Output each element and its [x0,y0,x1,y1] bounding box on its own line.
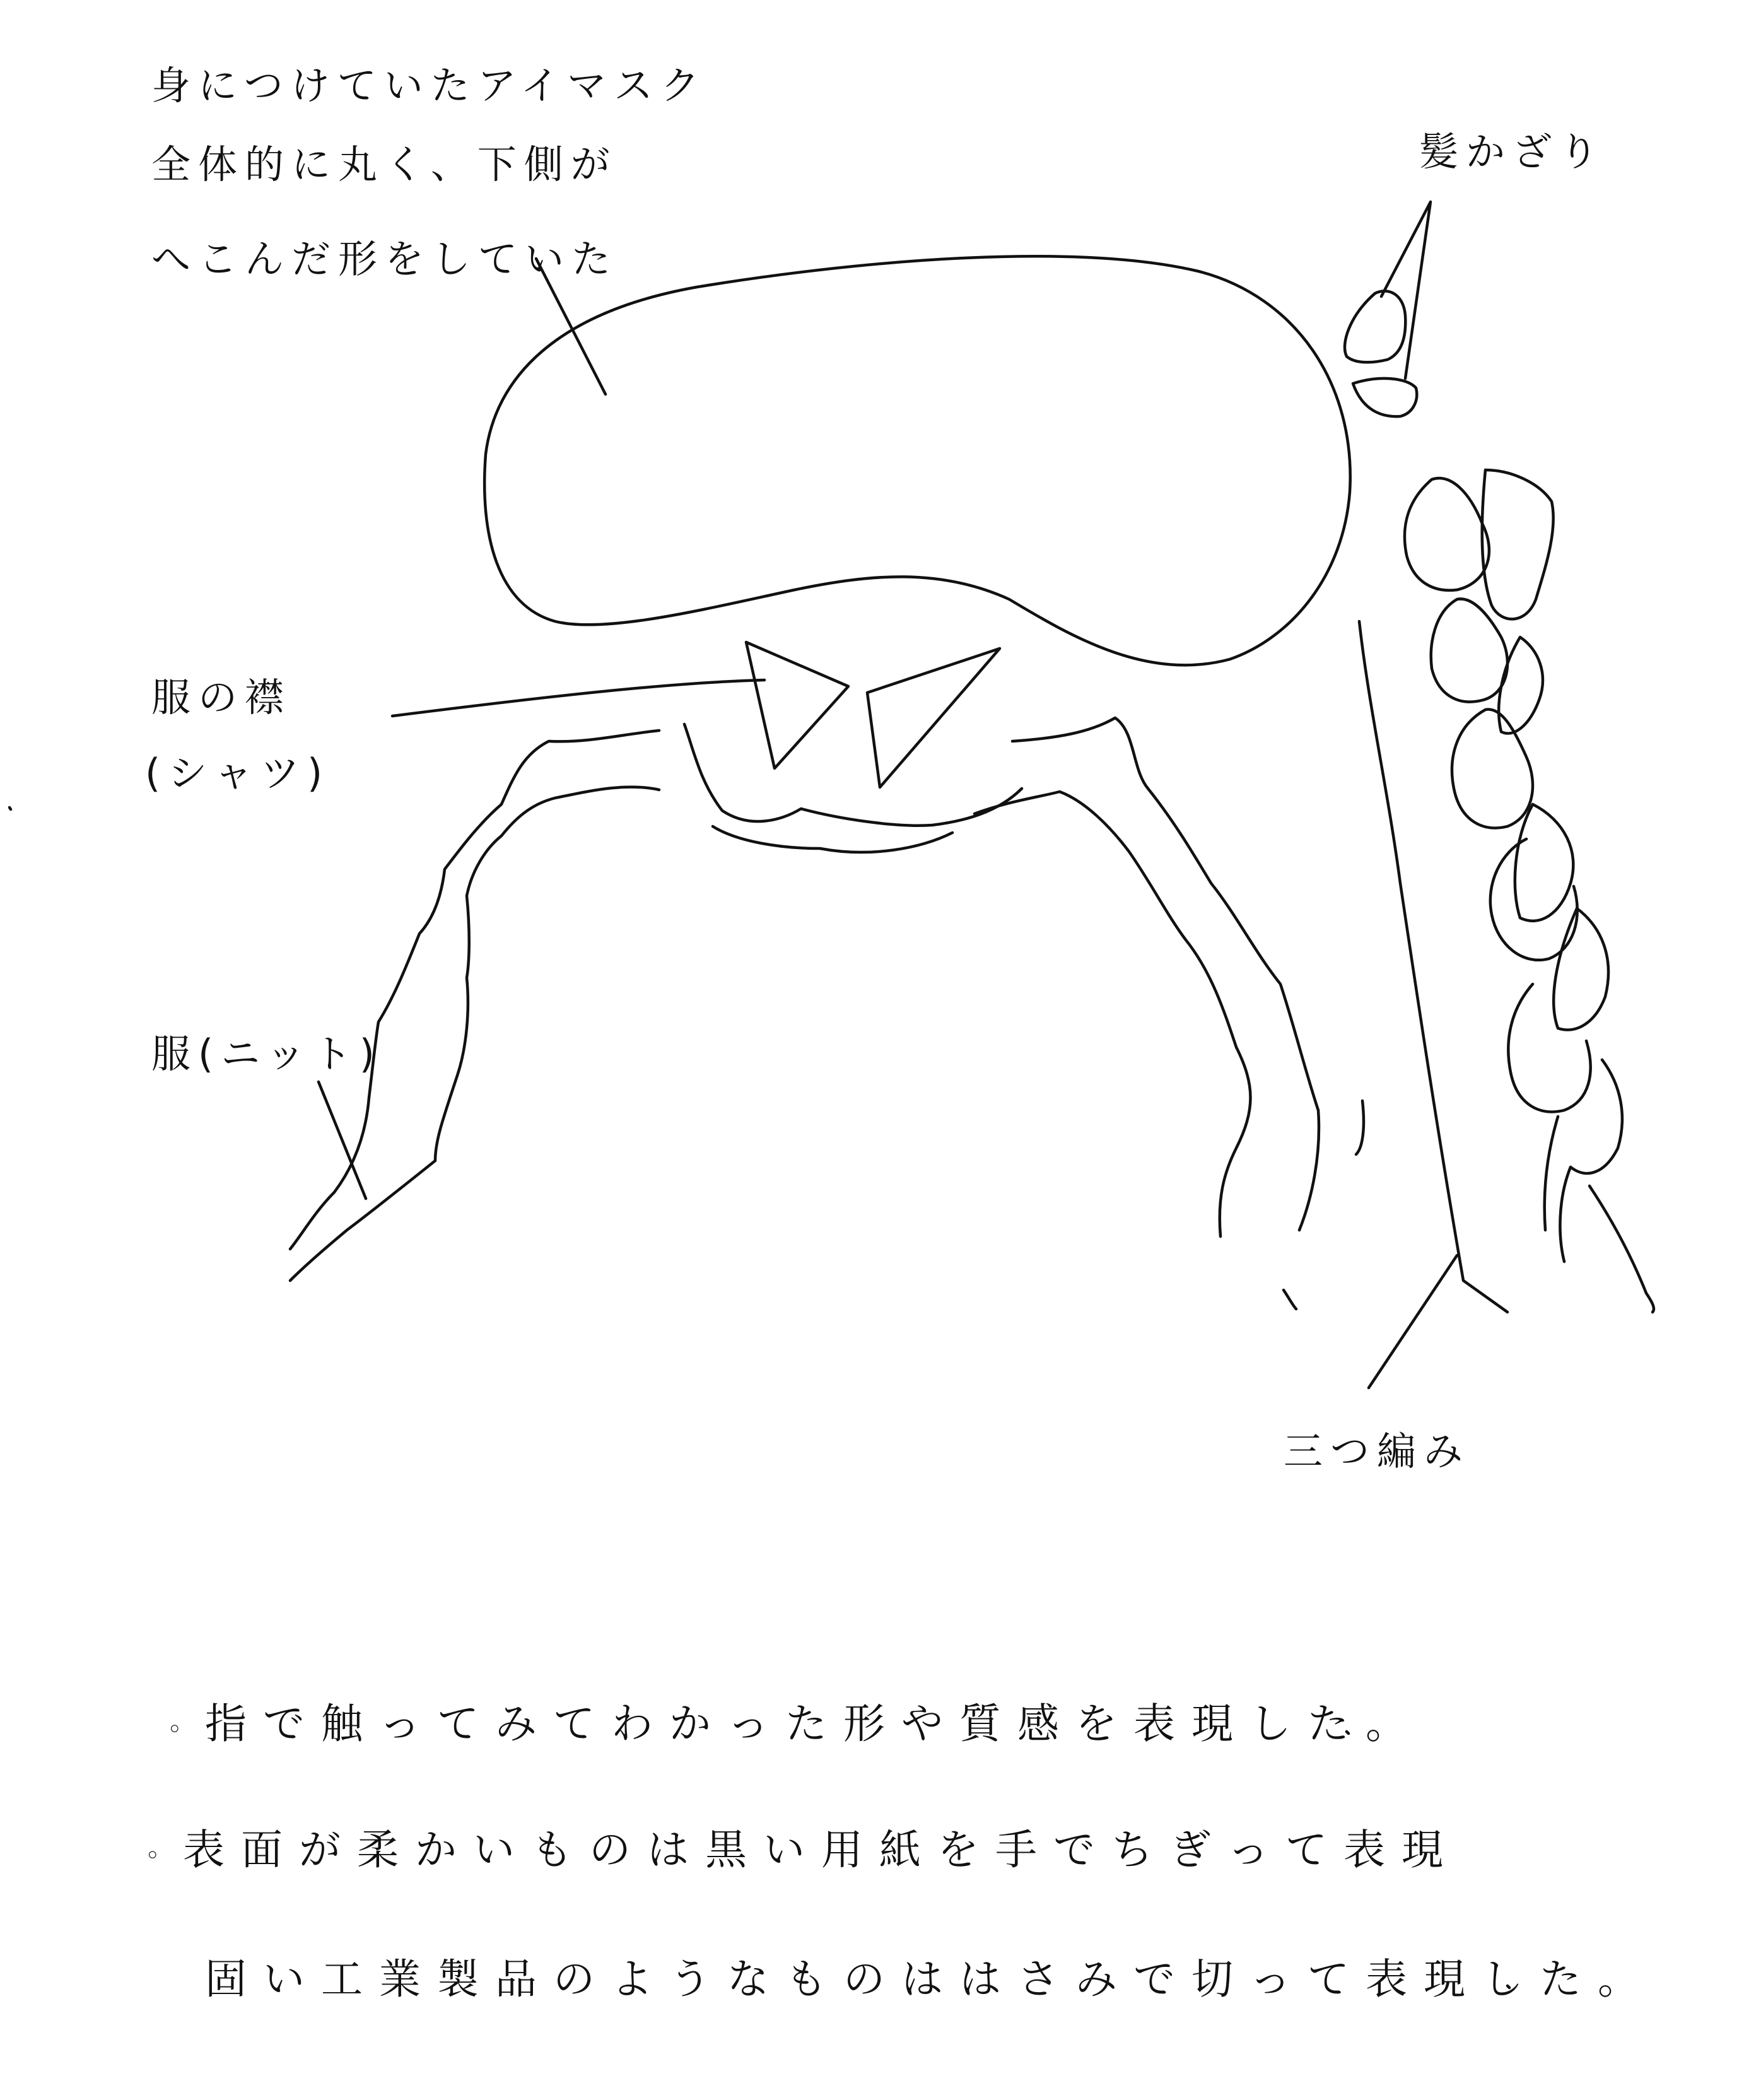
braid-strand-6 [1515,804,1574,921]
note-line-3: 固い工業製品のようなものははさみで切って表現した。 [205,1955,1656,2003]
braid-strand-2 [1482,470,1554,619]
braid-left-edge [1359,621,1507,1312]
note-line-2-text: 表面が柔かいものは黒い用紙を手でちぎって表現 [183,1826,1460,1874]
note-bullet-1: ◦ [167,1715,199,1744]
note-bullet-2: ◦ [145,1841,177,1870]
collar-right [867,648,1000,787]
note-line-1-text: 指で触ってみてわかった形や質感を表現した。 [205,1699,1424,1748]
knit-right-sleeve-tip [1284,1101,1364,1309]
hair-ornament-label: 髪かざり [1419,129,1606,175]
knit-right-sleeve [1012,718,1319,1230]
knit-neckline [684,724,1022,852]
eye-mask-label-line2: 全体的に丸く、下側が [151,141,617,187]
braid-leader [1369,1255,1457,1388]
collar-leader [392,680,764,716]
eye-mask-label-line1: 身につけていたアイマスク [151,62,708,109]
note-line-2 [145,1826,1460,1874]
collar-left [746,642,848,768]
braid-strand-8 [1554,908,1608,1030]
collar-label: 服の襟 [151,674,292,720]
hair-ornament-shape-2 [1353,378,1417,416]
stray-mark [9,807,1509,1988]
hair-ornament-shape [1345,291,1405,362]
braid-strand-1 [1405,478,1489,590]
braid-strand-10 [1545,1060,1654,1312]
collar-label-shirt: (シャツ) [145,750,331,796]
eye-mask-outline [484,256,1350,665]
eye-mask-label-line3: へこんだ形をしていた [151,236,619,282]
braid-strand-9 [1508,984,1590,1112]
braid-strand-3 [1431,599,1507,701]
note-line-1 [167,1699,1424,1748]
knit-left-sleeve [290,730,659,1249]
knit-right-sleeve-inner [974,792,1251,1236]
braid-label: 三つ編み [1284,1428,1471,1474]
knit-label: 服(ニット) [151,1031,382,1077]
